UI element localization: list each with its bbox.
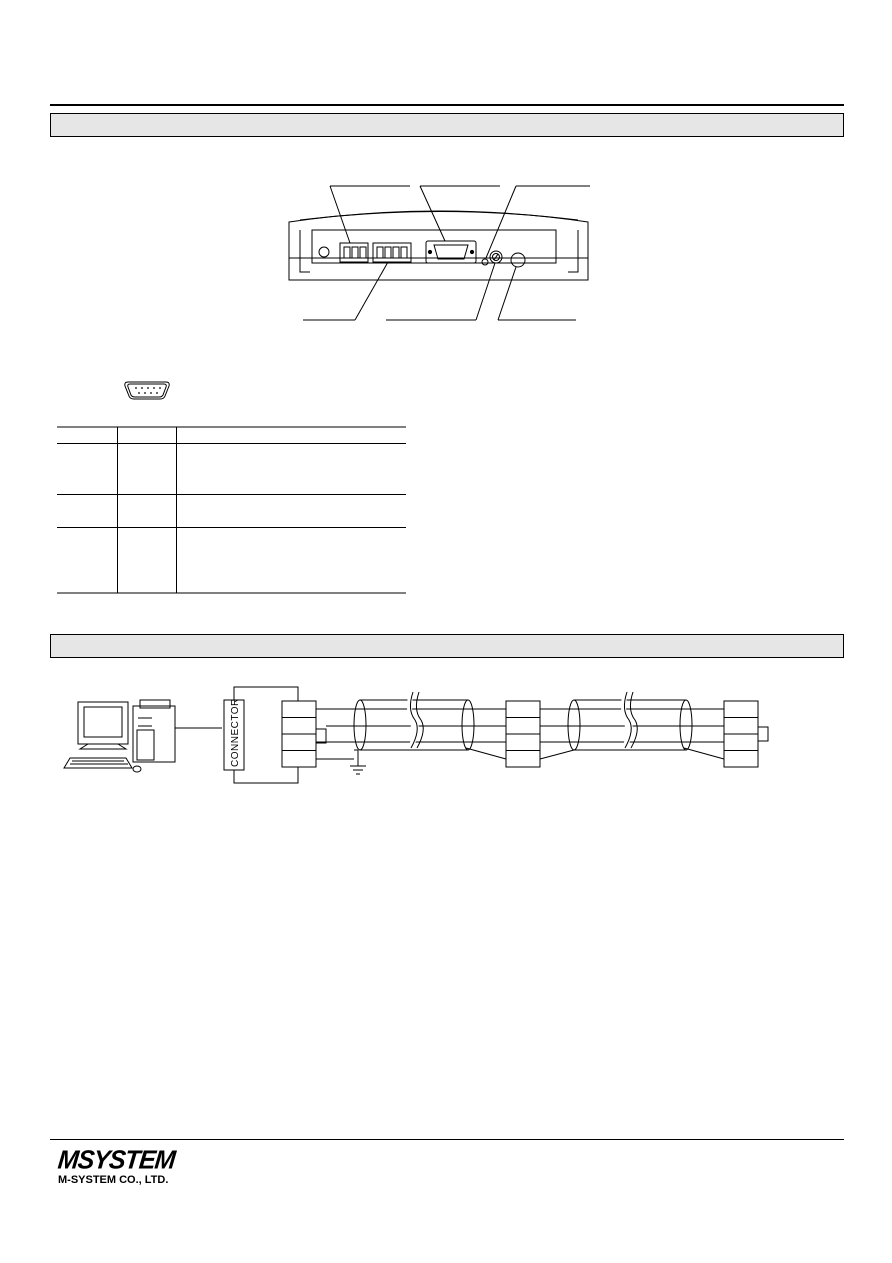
company-logo xyxy=(56,1145,177,1187)
bottom-rule xyxy=(50,1139,844,1140)
computer-icon xyxy=(64,700,175,772)
section-header-2 xyxy=(50,634,844,658)
connection-diagram xyxy=(0,670,892,810)
connector-label: CONNECTOR xyxy=(230,698,241,767)
logo-mark: MSYSTEM xyxy=(56,1145,177,1175)
company-name: M-SYSTEM CO., LTD. xyxy=(58,1174,169,1186)
